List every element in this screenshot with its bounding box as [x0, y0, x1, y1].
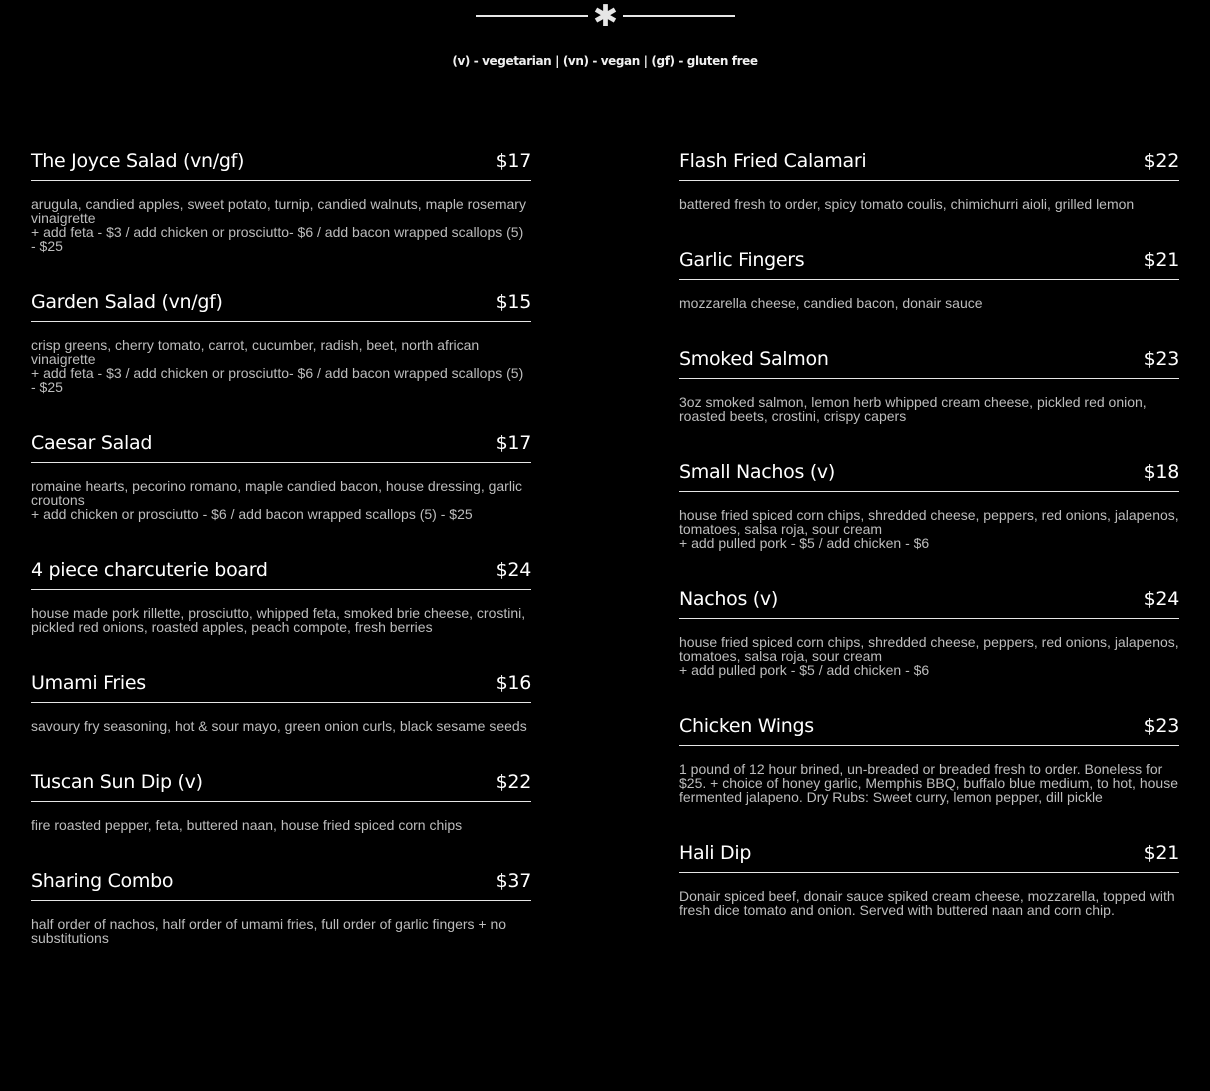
- menu-item: [679, 241, 1179, 310]
- menu-item-description: [31, 719, 531, 733]
- menu-item: [31, 763, 531, 832]
- menu-item-addons: + add feta - $3 / add chicken or prosciutto- $6 / add bacon wrapped scallops (5) - $25: [31, 224, 524, 254]
- menu-item-header: [679, 241, 1179, 280]
- menu-item-price: $21: [1143, 842, 1179, 864]
- menu-item-price: $23: [1143, 715, 1179, 737]
- menu-item: [679, 453, 1179, 550]
- menu-item-ingredients: half order of nachos, half order of umami fries, full order of garlic fingers + no substitutions: [31, 916, 507, 946]
- menu-item-ingredients: fire roasted pepper, feta, buttered naan, house fried spiced corn chips: [31, 817, 463, 833]
- menu-item-description: [679, 197, 1179, 211]
- menu-column-right: [679, 142, 1179, 917]
- menu-item-description: [679, 762, 1179, 804]
- menu-item-price: $18: [1143, 461, 1179, 483]
- dietary-legend: (v) - vegetarian | (vn) - vegan | (gf) - gluten free: [452, 54, 758, 68]
- menu-item-header: [679, 707, 1179, 746]
- menu-item: [679, 142, 1179, 211]
- menu-item: [31, 283, 531, 394]
- menu-item-name: Chicken Wings: [679, 715, 814, 737]
- menu-item-description: [31, 917, 531, 945]
- menu-item: [31, 862, 531, 945]
- menu-item-ingredients: mozzarella cheese, candied bacon, donair sauce: [679, 295, 983, 311]
- menu-item-description: [31, 338, 531, 394]
- menu-item-name: Nachos (v): [679, 588, 778, 610]
- menu-item-price: $15: [495, 291, 531, 313]
- menu-item: [31, 424, 531, 521]
- menu-item-header: [679, 834, 1179, 873]
- menu-item-header: [31, 763, 531, 802]
- menu-item-name: Small Nachos (v): [679, 461, 835, 483]
- menu-item-header: [679, 142, 1179, 181]
- menu-item-ingredients: 3oz smoked salmon, lemon herb whipped cream cheese, pickled red onion, roasted beets, crostini, crispy capers: [679, 394, 1147, 424]
- menu-item-name: 4 piece charcuterie board: [31, 559, 268, 581]
- menu-item-description: [679, 635, 1179, 677]
- menu-item-price: $16: [495, 672, 531, 694]
- menu-item-price: $21: [1143, 249, 1179, 271]
- menu-item-price: $24: [495, 559, 531, 581]
- menu-item: [679, 340, 1179, 423]
- menu-item-price: $17: [495, 432, 531, 454]
- menu-item-header: [31, 862, 531, 901]
- menu-item-price: $24: [1143, 588, 1179, 610]
- header-divider: [476, 0, 735, 34]
- divider-line-right: [623, 15, 735, 17]
- menu-item-header: [679, 453, 1179, 492]
- menu-item-price: $37: [495, 870, 531, 892]
- menu-item-description: [679, 508, 1179, 550]
- menu-column-left: [31, 142, 531, 945]
- menu-item-description: [31, 606, 531, 634]
- menu-item-addons: + add chicken or prosciutto - $6 / add bacon wrapped scallops (5) - $25: [31, 506, 473, 522]
- menu-item-description: [679, 889, 1179, 917]
- menu-item-ingredients: house fried spiced corn chips, shredded cheese, peppers, red onions, jalapenos, tomatoes, salsa roja, sour cream: [679, 507, 1179, 537]
- menu-item-name: Flash Fried Calamari: [679, 150, 867, 172]
- menu-item-header: [31, 551, 531, 590]
- menu-item-ingredients: house fried spiced corn chips, shredded cheese, peppers, red onions, jalapenos, tomatoes, salsa roja, sour cream: [679, 634, 1179, 664]
- menu-item-addons: + add pulled pork - $5 / add chicken - $6: [679, 535, 930, 551]
- menu-item-header: [31, 424, 531, 463]
- menu-item-ingredients: savoury fry seasoning, hot & sour mayo, green onion curls, black sesame seeds: [31, 718, 527, 734]
- menu-item-description: [31, 479, 531, 521]
- menu-item: [31, 142, 531, 253]
- menu-item-ingredients: battered fresh to order, spicy tomato coulis, chimichurri aioli, grilled lemon: [679, 196, 1135, 212]
- menu-item-header: [679, 340, 1179, 379]
- menu-item-header: [31, 283, 531, 322]
- menu-item-ingredients: 1 pound of 12 hour brined, un-breaded or breaded fresh to order. Boneless for $25. + choice of honey garlic, Memphis BBQ, buffalo blue medium, to hot, house fermented jalapeno. Dry Rubs: Sweet curry, lemon pepper, dill pickle: [679, 761, 1178, 805]
- menu-item: [31, 664, 531, 733]
- menu-item-name: Hali Dip: [679, 842, 752, 864]
- menu-item-addons: + add pulled pork - $5 / add chicken - $6: [679, 662, 930, 678]
- menu-item-name: Caesar Salad: [31, 432, 153, 454]
- menu-item-ingredients: house made pork rillette, prosciutto, whipped feta, smoked brie cheese, crostini, pickled red onions, roasted apples, peach compote, fresh berries: [31, 605, 526, 635]
- menu-item-name: Tuscan Sun Dip (v): [31, 771, 203, 793]
- menu-item-header: [31, 664, 531, 703]
- asterisk-icon: ✱: [592, 0, 619, 34]
- menu-item-ingredients: romaine hearts, pecorino romano, maple candied bacon, house dressing, garlic croutons: [31, 478, 523, 508]
- menu-item-description: [679, 395, 1179, 423]
- menu-item-name: Garlic Fingers: [679, 249, 805, 271]
- menu-item-description: [31, 818, 531, 832]
- menu-item-description: [679, 296, 1179, 310]
- divider-line-left: [476, 15, 588, 17]
- menu-item-name: The Joyce Salad (vn/gf): [31, 150, 245, 172]
- menu-item-price: $22: [495, 771, 531, 793]
- menu-item-price: $22: [1143, 150, 1179, 172]
- menu-item: [31, 551, 531, 634]
- menu-item-name: Garden Salad (vn/gf): [31, 291, 223, 313]
- menu-item-header: [679, 580, 1179, 619]
- menu-item-ingredients: Donair spiced beef, donair sauce spiked cream cheese, mozzarella, topped with fresh dice tomato and onion. Served with buttered naan and corn chip.: [679, 888, 1175, 918]
- menu-item: [679, 834, 1179, 917]
- menu-item-ingredients: crisp greens, cherry tomato, carrot, cucumber, radish, beet, north african vinaigrette: [31, 337, 480, 367]
- menu-item-addons: + add feta - $3 / add chicken or prosciutto- $6 / add bacon wrapped scallops (5) - $25: [31, 365, 524, 395]
- menu-item: [679, 707, 1179, 804]
- menu-item-price: $17: [495, 150, 531, 172]
- menu-item-name: Sharing Combo: [31, 870, 174, 892]
- menu-item-name: Smoked Salmon: [679, 348, 829, 370]
- menu-item-price: $23: [1143, 348, 1179, 370]
- menu-item-header: [31, 142, 531, 181]
- menu-item-ingredients: arugula, candied apples, sweet potato, turnip, candied walnuts, maple rosemary vinaigrette: [31, 196, 526, 226]
- menu-item: [679, 580, 1179, 677]
- menu-item-name: Umami Fries: [31, 672, 146, 694]
- menu-item-description: [31, 197, 531, 253]
